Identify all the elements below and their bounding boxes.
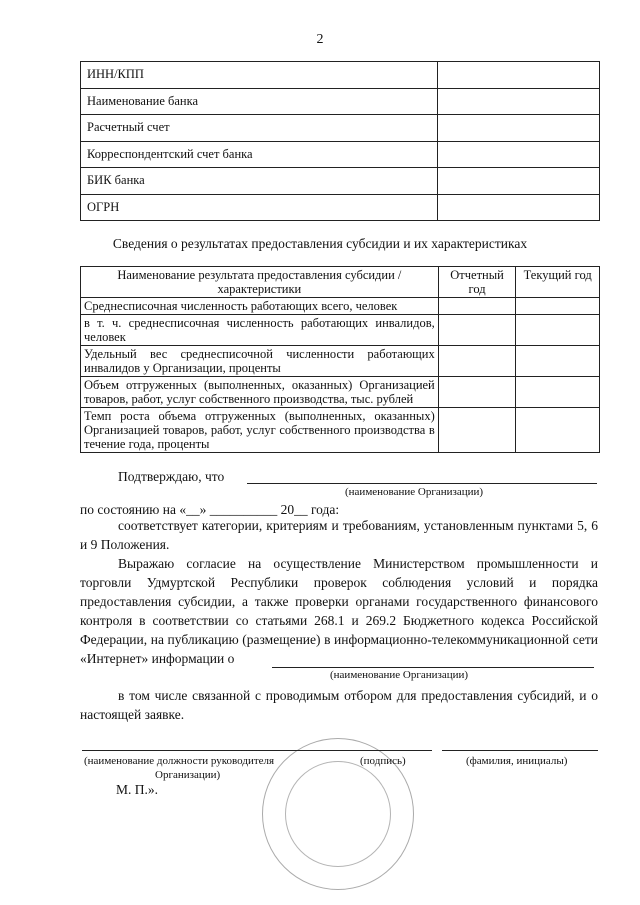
result-name: Среднесписочная численность работающих всего, человек	[81, 298, 439, 315]
name-line[interactable]	[442, 750, 598, 751]
requisite-value	[438, 115, 600, 142]
page-number: 2	[316, 32, 324, 47]
org-name-hint-2: (наименование Организации)	[330, 669, 469, 681]
column-header: Отчетный год	[438, 267, 516, 298]
org-name-line-2[interactable]	[272, 667, 594, 668]
current-year-cell	[516, 377, 600, 408]
reported-year-cell	[438, 408, 516, 453]
requisite-label: ОГРН	[81, 194, 438, 221]
requisite-label: Корреспондентский счет банка	[81, 141, 438, 168]
requisite-value	[438, 62, 600, 89]
table-row	[81, 88, 600, 115]
result-name: Объем отгруженных (выполненных, оказанных) Организацией товаров, работ, услуг собственного производства, тыс. рублей	[81, 377, 439, 408]
table-row	[81, 141, 600, 168]
requisite-label: Наименование банка	[81, 88, 438, 115]
results-title: Сведения о результатах предоставления субсидии и их характеристиках	[112, 236, 528, 251]
signature-hint: (подпись)	[360, 755, 406, 767]
requisites-table	[80, 61, 600, 221]
result-name: в т. ч. среднесписочная численность работающих инвалидов, человек	[81, 315, 439, 346]
result-name: Удельный вес среднесписочной численности работающих инвалидов у Организации, проценты	[81, 346, 439, 377]
table-header-row	[81, 267, 600, 298]
as-of-date: по состоянию на «__» __________ 20__ года:	[80, 502, 340, 517]
position-signature-line[interactable]	[82, 750, 432, 751]
stamp-place: М. П.».	[116, 782, 159, 797]
requisite-value	[438, 168, 600, 195]
requisite-value	[438, 88, 600, 115]
reported-year-cell	[438, 298, 516, 315]
current-year-cell	[516, 298, 600, 315]
org-name-hint: (наименование Организации)	[345, 486, 484, 498]
org-name-line[interactable]	[247, 483, 597, 484]
table-row	[81, 346, 600, 377]
table-row	[81, 377, 600, 408]
table-row	[81, 298, 600, 315]
reported-year-cell	[438, 315, 516, 346]
table-row	[81, 315, 600, 346]
table-row	[81, 115, 600, 142]
paragraph-compliance: соответствует категории, критериям и требованиям, установленным пунктами 5, 6 и 9 Положения.	[80, 518, 598, 552]
seal-inner-ring	[285, 761, 391, 867]
position-hint-1: (наименование должности руководителя	[84, 755, 275, 767]
paragraph-consent: Выражаю согласие на осуществление Министерством промышленности и торговли Удмуртской Республики проверок соблюдения условий и порядка предоставления субсидии, а также проверки органами государственного финансового контроля в соответствии со статьями 268.1 и 269.2 Бюджетного кодекса Российской Федерации, на публикацию (размещение) в информационно-телекоммуникационной сети «Интернет» информации о	[80, 556, 598, 666]
requisite-value	[438, 194, 600, 221]
name-hint: (фамилия, инициалы)	[466, 755, 568, 767]
reported-year-cell	[438, 377, 516, 408]
requisite-value	[438, 141, 600, 168]
requisite-label: Расчетный счет	[81, 115, 438, 142]
column-header: Наименование результата предоставления субсидии / характеристики	[81, 267, 439, 298]
current-year-cell	[516, 346, 600, 377]
current-year-cell	[516, 408, 600, 453]
paragraph-related: в том числе связанной с проводимым отбором для предоставления субсидий, и о настоящей заявке.	[80, 688, 598, 722]
table-row	[81, 62, 600, 89]
requisite-label: ИНН/КПП	[81, 62, 438, 89]
requisite-label: БИК банка	[81, 168, 438, 195]
confirm-prefix: Подтверждаю, что	[118, 469, 225, 484]
result-name: Темп роста объема отгруженных (выполненных, оказанных) Организацией товаров, работ, услуг собственного производства в течение года, проценты	[81, 408, 439, 453]
table-row	[81, 408, 600, 453]
current-year-cell	[516, 315, 600, 346]
position-hint-2: Организации)	[155, 769, 221, 781]
column-header: Текущий год	[516, 267, 600, 298]
results-table	[80, 266, 600, 453]
reported-year-cell	[438, 346, 516, 377]
table-row	[81, 168, 600, 195]
table-row	[81, 194, 600, 221]
